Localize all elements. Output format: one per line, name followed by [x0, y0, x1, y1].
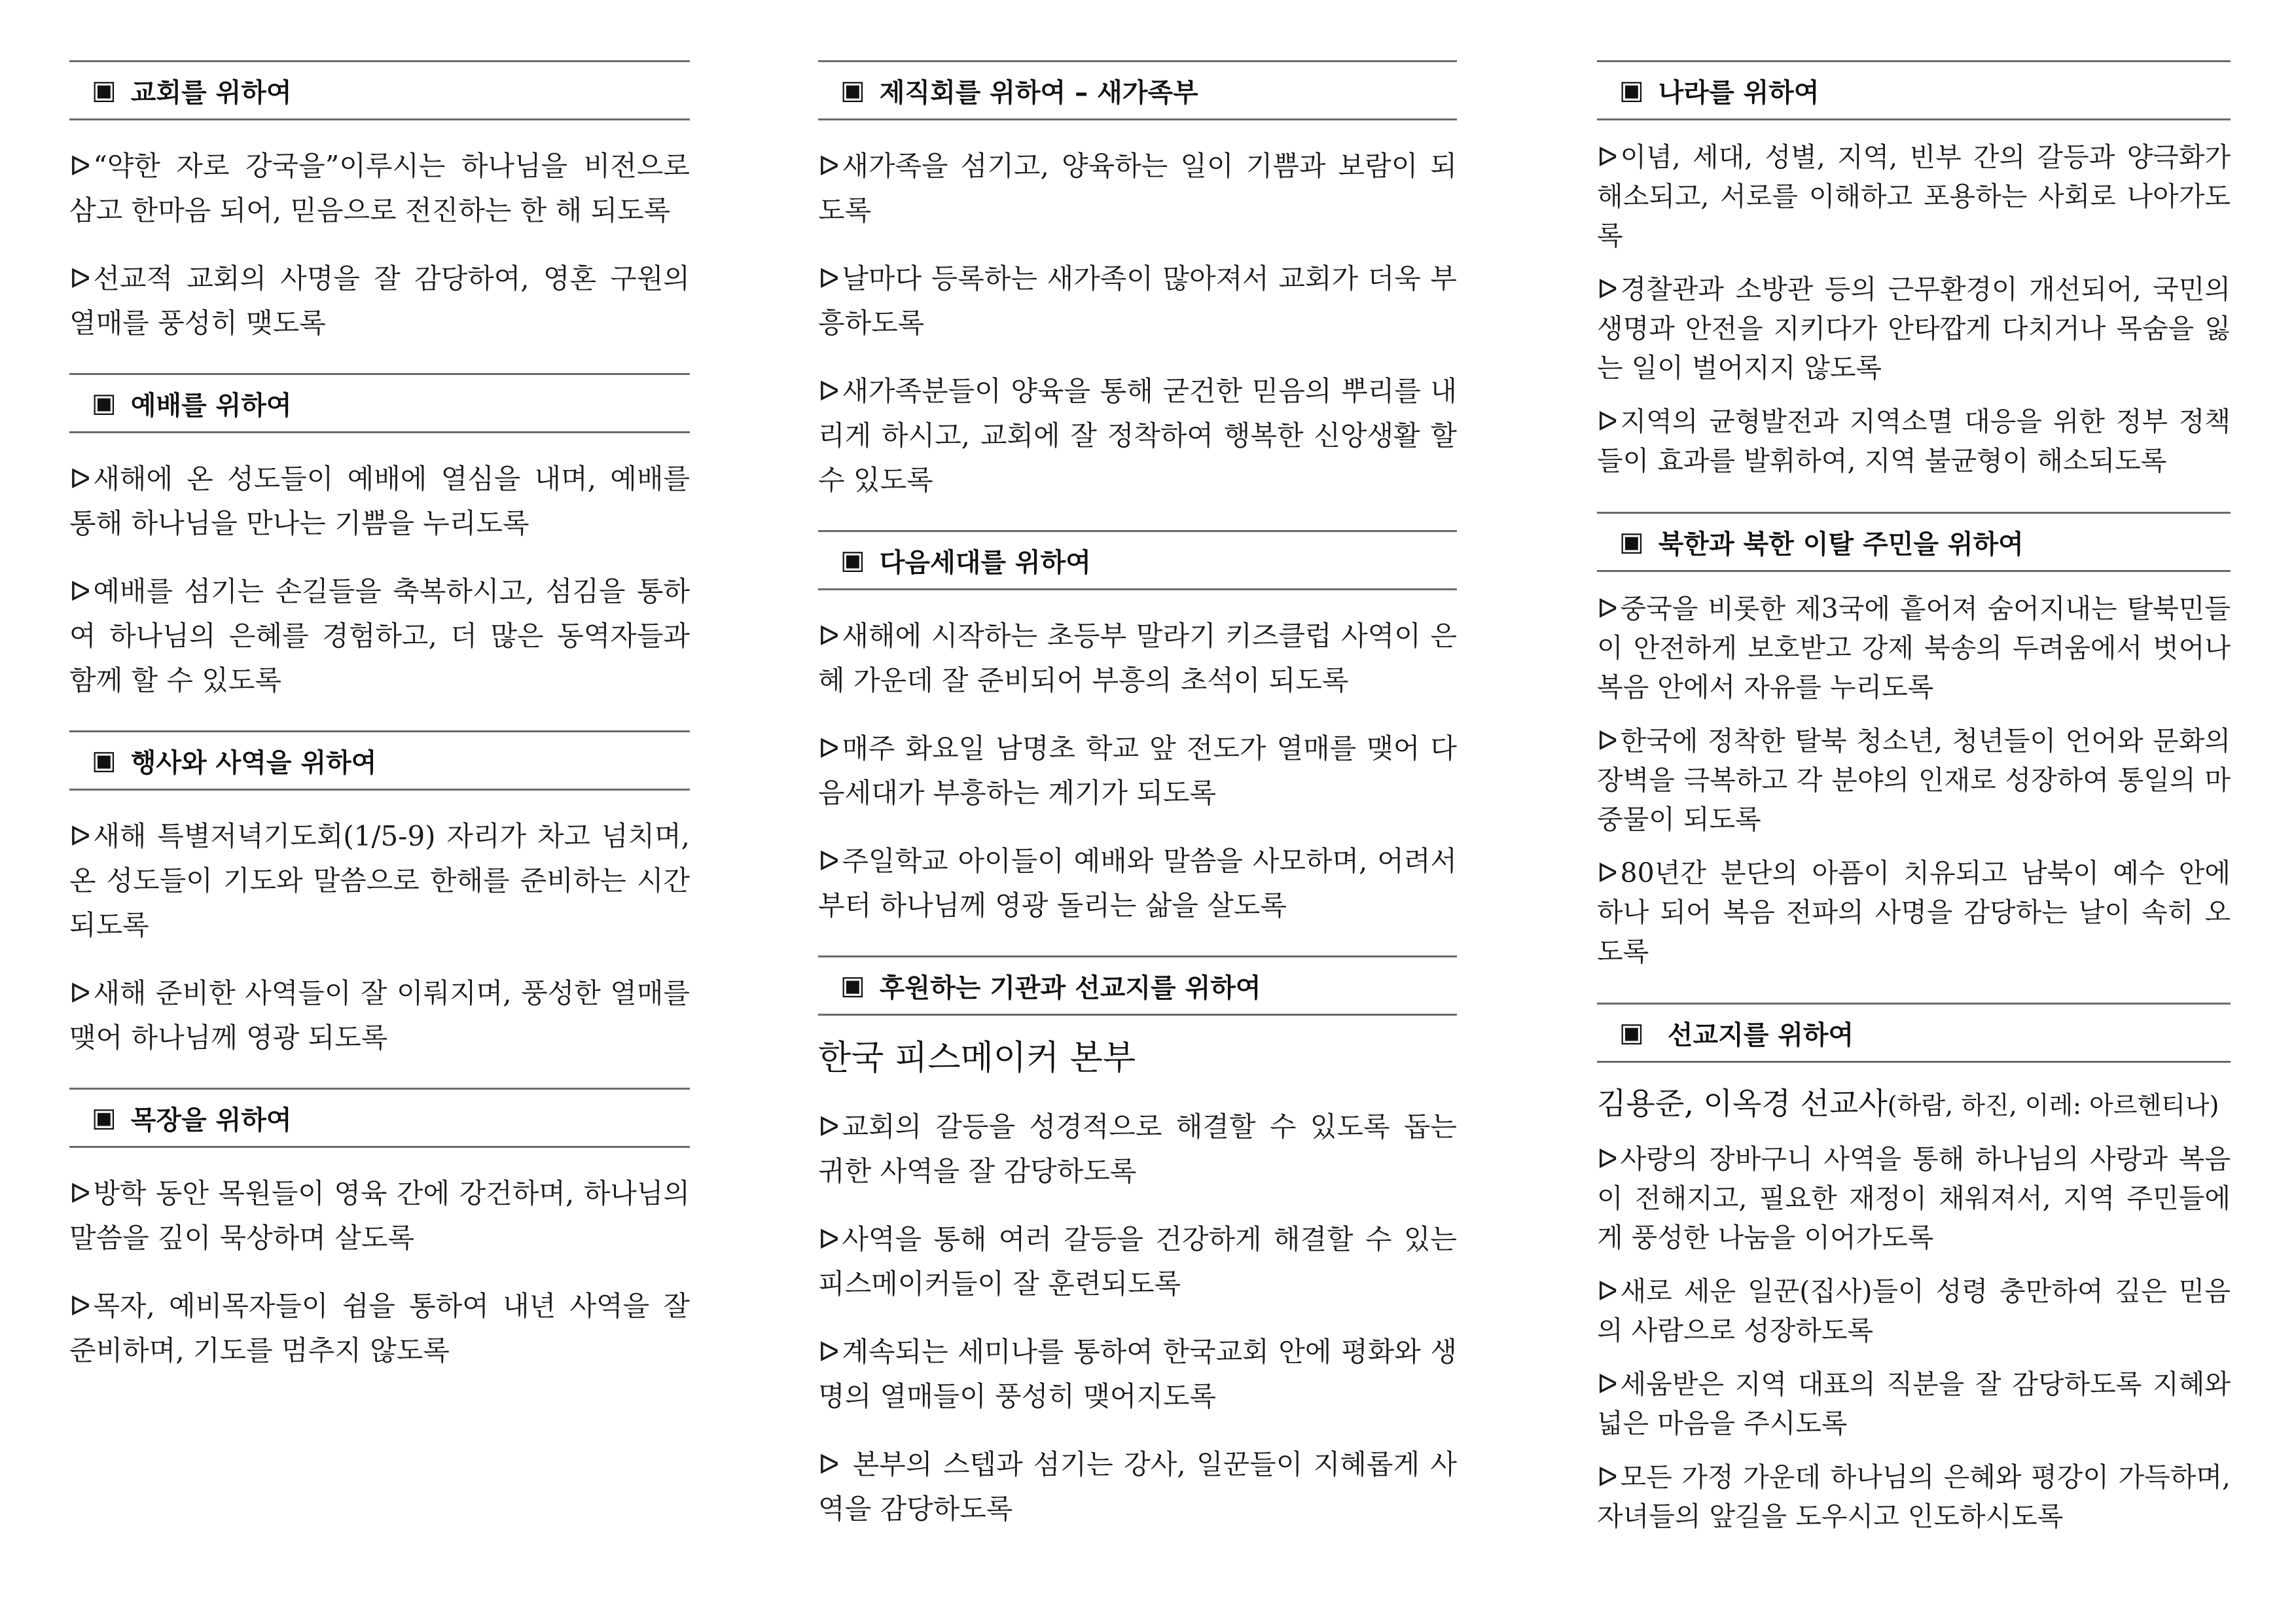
prayer-item: ᐅ사역을 통해 여러 갈등을 건강하게 해결할 수 있는 피스메이커들이 잘 훈련되도록 [818, 1223, 1457, 1300]
prayer-item: ᐅ새해에 온 성도들이 예배에 열심을 내며, 예배를 통해 하나님을 만나는 기쁨을 누리도록 [69, 463, 690, 539]
section-title: 교회를 위하여 [130, 77, 292, 108]
section-items [1597, 120, 2231, 512]
prayer-item: ᐅ새로 세운 일꾼(집사)들이 성령 충만하여 깊은 믿음의 사람으로 성장하도록 [1597, 1275, 2231, 1346]
triangle-marker-icon: ᐅ [818, 620, 840, 652]
triangle-marker-icon: ᐅ [818, 262, 840, 294]
square-bullet-icon: ▣ [92, 388, 117, 418]
prayer-item: ᐅ중국을 비롯한 제3국에 흩어져 숨어지내는 탈북민들이 안전하게 보호받고 강제 북송의 두려움에서 벗어나 복음 안에서 자유를 누리도록 [1597, 593, 2231, 703]
section-title: 행사와 사역을 위하여 [130, 747, 377, 778]
prayer-item: ᐅ한국에 정착한 탈북 청소년, 청년들이 언어와 문화의 장벽을 극복하고 각 분야의 인재로 성장하여 통일의 마중물이 되도록 [1597, 725, 2231, 835]
triangle-marker-icon: ᐅ [818, 375, 840, 407]
prayer-item: ᐅ경찰관과 소방관 등의 근무환경이 개선되어, 국민의 생명과 안전을 지키다가 안타깝게 다치거나 목숨을 잃는 일이 벌어지지 않도록 [1597, 274, 2231, 383]
prayer-item: ᐅ“약한 자로 강국을”이루시는 하나님을 비전으로 삼고 한마음 되어, 믿음으로 전진하는 한 해 되도록 [69, 150, 690, 226]
prayer-item: ᐅ새해에 시작하는 초등부 말라기 키즈클럽 사역이 은혜 가운데 잘 준비되어 부흥의 초석이 되도록 [818, 620, 1457, 696]
section-header-north-korea [1597, 512, 2231, 572]
prayer-item: ᐅ모든 가정 가운데 하나님의 은혜와 평강이 가득하며, 자녀들의 앞길을 도우시고 인도하시도록 [1597, 1461, 2231, 1532]
section-title: 나라를 위하여 [1658, 77, 1820, 108]
section-title: 제직회를 위하여 – 새가족부 [879, 77, 1198, 108]
triangle-marker-icon: ᐅ [1597, 1368, 1618, 1400]
organization-name: 한국 피스메이커 본부 [818, 1039, 1136, 1078]
triangle-marker-icon: ᐅ [69, 575, 91, 607]
column-left [69, 60, 690, 1400]
triangle-marker-icon: ᐅ [69, 1177, 91, 1209]
triangle-marker-icon: ᐅ [818, 150, 840, 182]
square-bullet-icon: ▣ [92, 745, 117, 776]
section-items [69, 1148, 690, 1400]
section-header-mission [1597, 1003, 2231, 1063]
square-bullet-icon: ▣ [92, 1103, 117, 1133]
prayer-item: ᐅ주일학교 아이들이 예배와 말씀을 사모하며, 어려서부터 하나님께 영광 돌리는 삶을 살도록 [818, 845, 1457, 921]
prayer-item: ᐅ새해 준비한 사역들이 잘 이뤄지며, 풍성한 열매를 맺어 하나님께 영광 되도록 [69, 977, 690, 1054]
square-bullet-icon: ▣ [840, 971, 865, 1001]
section-items [818, 1105, 1457, 1559]
triangle-marker-icon: ᐅ [69, 463, 91, 495]
prayer-item: ᐅ목자, 예비목자들이 쉼을 통하여 내년 사역을 잘 준비하며, 기도를 멈추지 않도록 [69, 1290, 690, 1366]
prayer-item: ᐅ새가족분들이 양육을 통해 굳건한 믿음의 뿌리를 내리게 하시고, 교회에 잘 정착하여 행복한 신앙생활 할 수 있도록 [818, 375, 1457, 496]
section-header-church [69, 60, 690, 120]
square-bullet-icon: ▣ [1619, 1018, 1644, 1048]
prayer-item: ᐅ계속되는 세미나를 통하여 한국교회 안에 평화와 생명의 열매들이 풍성히 맺어지도록 [818, 1336, 1457, 1412]
triangle-marker-icon: ᐅ [1597, 725, 1618, 757]
triangle-marker-icon: ᐅ [69, 820, 91, 852]
triangle-marker-icon: ᐅ [818, 1336, 840, 1368]
triangle-marker-icon: ᐅ [1597, 274, 1618, 305]
section-items [818, 590, 1457, 955]
triangle-marker-icon: ᐅ [1597, 593, 1618, 624]
triangle-marker-icon: ᐅ [1597, 1461, 1618, 1493]
triangle-marker-icon: ᐅ [818, 845, 840, 877]
triangle-marker-icon: ᐅ [69, 977, 91, 1009]
section-header-events [69, 730, 690, 791]
triangle-marker-icon: ᐅ [1597, 141, 1618, 173]
prayer-item: ᐅ 본부의 스텝과 섬기는 강사, 일꾼들이 지혜롭게 사역을 감당하도록 [818, 1448, 1457, 1525]
section-title: 북한과 북한 이탈 주민을 위하여 [1658, 529, 2024, 560]
section-items [69, 791, 690, 1088]
column-middle [818, 60, 1457, 1559]
section-header-pastor [69, 1088, 690, 1148]
section-title: 목장을 위하여 [130, 1105, 292, 1135]
missionary-name [1597, 1082, 2231, 1126]
prayer-item: ᐅ선교적 교회의 사명을 잘 감당하여, 영혼 구원의 열매를 풍성히 맺도록 [69, 262, 690, 339]
prayer-item: ᐅ방학 동안 목원들이 영육 간에 강건하며, 하나님의 말씀을 깊이 묵상하며 살도록 [69, 1177, 690, 1254]
prayer-item: ᐅ교회의 갈등을 성경적으로 해결할 수 있도록 돕는 귀한 사역을 잘 감당하도록 [818, 1111, 1457, 1187]
prayer-item: ᐅ이념, 세대, 성별, 지역, 빈부 간의 갈등과 양극화가 해소되고, 서로를 이해하고 포용하는 사회로 나아가도록 [1597, 141, 2231, 251]
square-bullet-icon: ▣ [1619, 527, 1644, 557]
triangle-marker-icon: ᐅ [69, 150, 91, 182]
prayer-item: ᐅ매주 화요일 남명초 학교 앞 전도가 열매를 맺어 다음세대가 부흥하는 계기가 되도록 [818, 732, 1457, 809]
square-bullet-icon: ▣ [840, 545, 865, 575]
triangle-marker-icon: ᐅ [1597, 1275, 1618, 1307]
section-items [1597, 572, 2231, 1003]
square-bullet-icon: ▣ [92, 75, 117, 105]
prayer-item: ᐅ세움받은 지역 대표의 직분을 잘 감당하도록 지혜와 넓은 마음을 주시도록 [1597, 1368, 2231, 1439]
triangle-marker-icon: ᐅ [1597, 1143, 1618, 1175]
triangle-marker-icon: ᐅ [818, 1111, 840, 1143]
prayer-item: ᐅ사랑의 장바구니 사역을 통해 하나님의 사랑과 복음이 전해지고, 필요한 재정이 채워져서, 지역 주민들에게 풍성한 나눔을 이어가도록 [1597, 1143, 2231, 1253]
triangle-marker-icon: ᐅ [818, 732, 840, 764]
missionary-names: 김용준, 이옥경 선교사 [1597, 1086, 1888, 1121]
section-header-officers [818, 60, 1457, 120]
triangle-marker-icon: ᐅ [69, 262, 91, 294]
missionary-family-country: (하람, 하진, 이레: 아르헨티나) [1887, 1091, 2219, 1120]
section-title: 예배를 위하여 [130, 390, 292, 421]
section-header-sponsors [818, 955, 1457, 1016]
triangle-marker-icon: ᐅ [1597, 857, 1618, 889]
triangle-marker-icon: ᐅ [69, 1290, 91, 1322]
square-bullet-icon: ▣ [1619, 75, 1644, 105]
section-items [69, 433, 690, 730]
prayer-item: ᐅ지역의 균형발전과 지역소멸 대응을 위한 정부 정책들이 효과를 발휘하여, 지역 불균형이 해소되도록 [1597, 406, 2231, 476]
section-header-worship [69, 373, 690, 433]
section-title: 다음세대를 위하여 [879, 547, 1091, 578]
section-title: 선교지를 위하여 [1667, 1020, 1854, 1050]
section-items [69, 120, 690, 373]
triangle-marker-icon: ᐅ [818, 1448, 840, 1480]
section-header-nextgen [818, 530, 1457, 590]
section-items [1597, 1139, 2231, 1567]
column-right [1597, 60, 2231, 1567]
square-bullet-icon: ▣ [840, 75, 865, 105]
prayer-item: ᐅ새해 특별저녁기도회(1/5-9) 자리가 차고 넘치며, 온 성도들이 기도와 말씀으로 한해를 준비하는 시간 되도록 [69, 820, 690, 941]
section-header-nation [1597, 60, 2231, 120]
triangle-marker-icon: ᐅ [1597, 406, 1618, 437]
prayer-item: ᐅ날마다 등록하는 새가족이 많아져서 교회가 더욱 부흥하도록 [818, 262, 1457, 339]
section-title: 후원하는 기관과 선교지를 위하여 [879, 972, 1261, 1003]
prayer-item: ᐅ예배를 섬기는 손길들을 축복하시고, 섬김을 통하여 하나님의 은혜를 경험하고, 더 많은 동역자들과 함께 할 수 있도록 [69, 575, 690, 696]
triangle-marker-icon: ᐅ [818, 1223, 840, 1255]
prayer-item: ᐅ80년간 분단의 아픔이 치유되고 남북이 예수 안에 하나 되어 복음 전파의 사명을 감당하는 날이 속히 오도록 [1597, 857, 2231, 967]
section-items [818, 120, 1457, 530]
prayer-item: ᐅ새가족을 섬기고, 양육하는 일이 기쁨과 보람이 되도록 [818, 150, 1457, 226]
